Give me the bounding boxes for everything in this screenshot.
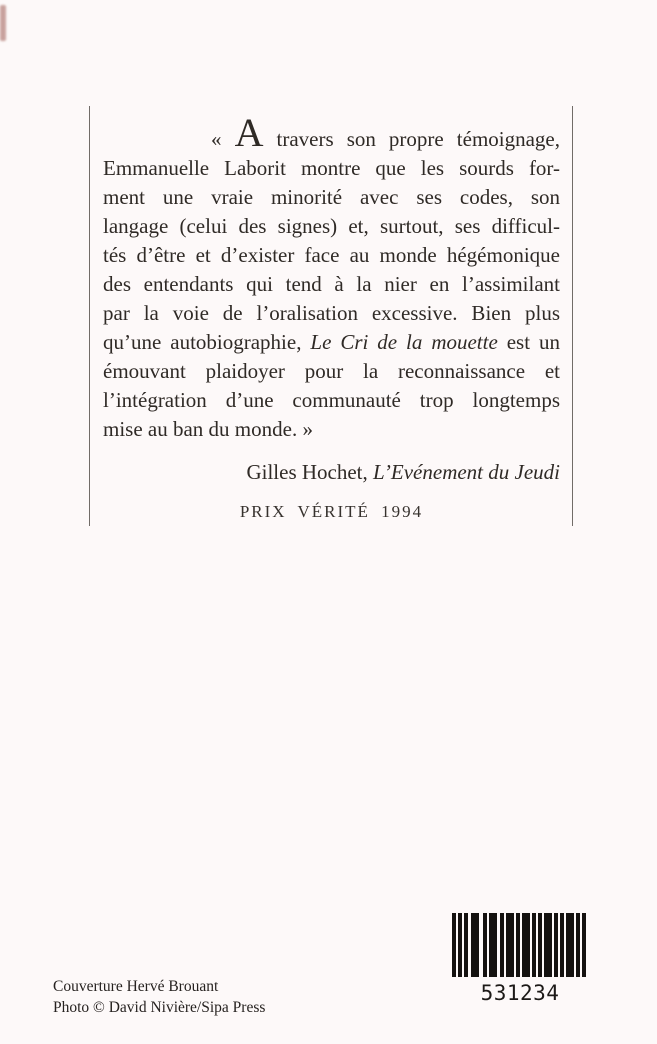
quote-line-2: Emmanuelle Laborit montre que les sourds for- <box>103 156 560 180</box>
quote-line-6: des entendants qui tend à la nier en l’assimilant <box>103 272 560 296</box>
barcode-bars <box>452 913 588 977</box>
quote-line-1-text: travers son propre témoignage, <box>276 127 561 151</box>
quote-line-11: mise au ban du monde. » <box>103 417 313 441</box>
spine-edge-mark <box>0 5 6 41</box>
quote-line-10: l’intégration d’une communauté trop longtemps <box>103 388 560 412</box>
credits <box>53 976 265 1018</box>
attribution-author: Gilles Hochet, <box>246 460 368 484</box>
cover-credit: Couverture Hervé Brouant <box>53 978 219 995</box>
open-guillemet: « <box>211 127 222 151</box>
attribution-publication: L’Evénement du Jeudi <box>373 460 560 484</box>
prize-line: PRIX VÉRITÉ 1994 <box>239 502 424 521</box>
photo-credit: Photo © David Nivière/Sipa Press <box>53 999 266 1016</box>
quote-line-5: tés d’être et d’exister face au monde hégémonique <box>103 243 560 267</box>
quote-box <box>89 106 573 526</box>
attribution <box>103 458 560 487</box>
quote-line-3: ment une vraie minorité avec ses codes, son <box>103 185 560 209</box>
quote-line-7: par la voie de l’oralisation excessive. Bien plus <box>103 301 560 325</box>
quote-line-8-post: est un <box>506 330 560 354</box>
book-title: Le Cri de la mouette <box>310 330 498 354</box>
drop-cap-initial: A <box>234 110 264 155</box>
barcode <box>452 913 588 1005</box>
quote-line-9: émouvant plaidoyer pour la reconnaissance et <box>103 359 560 383</box>
quote-line-8-pre: qu’une autobiographie, <box>103 330 302 354</box>
quote-line-4: langage (celui des signes) et, surtout, ses difficul- <box>103 214 560 238</box>
barcode-number: 531234 <box>480 981 560 1005</box>
quote-text <box>103 110 561 444</box>
quote-line-1 <box>103 110 561 155</box>
quote-line-8 <box>103 328 560 357</box>
